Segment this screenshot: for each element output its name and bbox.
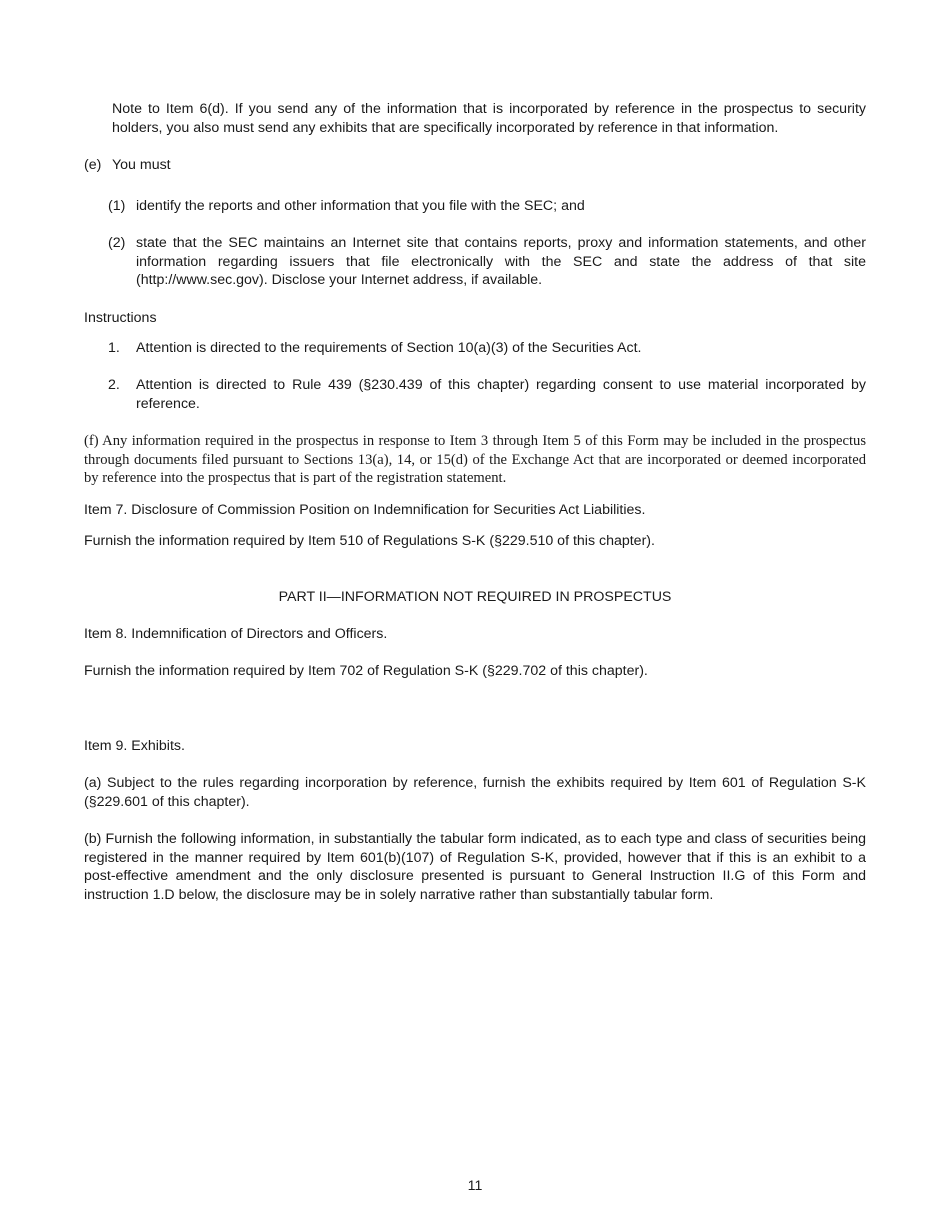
item-8-text: Furnish the information required by Item 702 of Regulation S-K (§229.702 of this chapter). xyxy=(84,663,648,679)
item-e-1-label: (1) xyxy=(108,198,126,214)
item-9-heading: Item 9. Exhibits. xyxy=(84,738,185,754)
instructions-heading: Instructions xyxy=(84,310,157,326)
instruction-2-label: 2. xyxy=(108,377,120,393)
instruction-1-label: 1. xyxy=(108,340,120,356)
item-e-1-text: identify the reports and other information that you file with the SEC; and xyxy=(136,198,585,214)
item-e-text: You must xyxy=(112,157,171,173)
item-e-2-text: state that the SEC maintains an Internet site that contains reports, proxy and information statements, and other information regarding issuers that file electronically with the SEC and state the address of that site (http://www.sec.gov). Disclose your Internet address, if available. xyxy=(136,235,866,289)
note-item-6d: Note to Item 6(d). If you send any of the information that is incorporated by reference in the prospectus to security holders, you also must send any exhibits that are specifically incorporated by reference in that information. xyxy=(112,101,866,136)
item-7-text: Furnish the information required by Item 510 of Regulations S-K (§229.510 of this chapter). xyxy=(84,533,655,549)
item-f-paragraph: (f) Any information required in the prospectus in response to Item 3 through Item 5 of this Form may be included in the prospectus through documents filed pursuant to Sections 13(a), 14, or 15(d) of the Exchange Act that are incorporated or deemed incorporated by reference into the prospectus that is part of the registration statement. xyxy=(84,433,866,487)
instruction-1-text: Attention is directed to the requirements of Section 10(a)(3) of the Securities Act. xyxy=(136,340,642,356)
item-8-heading: Item 8. Indemnification of Directors and Officers. xyxy=(84,626,388,642)
item-e-label: (e) xyxy=(84,157,102,173)
item-9-para-b: (b) Furnish the following information, in substantially the tabular form indicated, as to each type and class of securities being registered in the manner required by Item 601(b)(107) of Regulation S-K, provided, however that if this is an exhibit to a post-effective amendment and the only disclosure presented is pursuant to General Instruction II.G of this Form and instruction 1.D below, the disclosure may be in solely narrative rather than substantially tabular form. xyxy=(84,831,866,904)
part-2-heading: PART II—INFORMATION NOT REQUIRED IN PROSPECTUS xyxy=(278,589,672,605)
item-e-2-label: (2) xyxy=(108,235,126,251)
item-9-para-a: (a) Subject to the rules regarding incorporation by reference, furnish the exhibits required by Item 601 of Regulation S-K (§229.601 of this chapter). xyxy=(84,775,866,810)
item-7-heading: Item 7. Disclosure of Commission Position on Indemnification for Securities Act Liabilities. xyxy=(84,502,646,518)
instruction-2-text: Attention is directed to Rule 439 (§230.439 of this chapter) regarding consent to use material incorporated by reference. xyxy=(136,377,866,412)
page-number: 11 xyxy=(467,1178,483,1194)
